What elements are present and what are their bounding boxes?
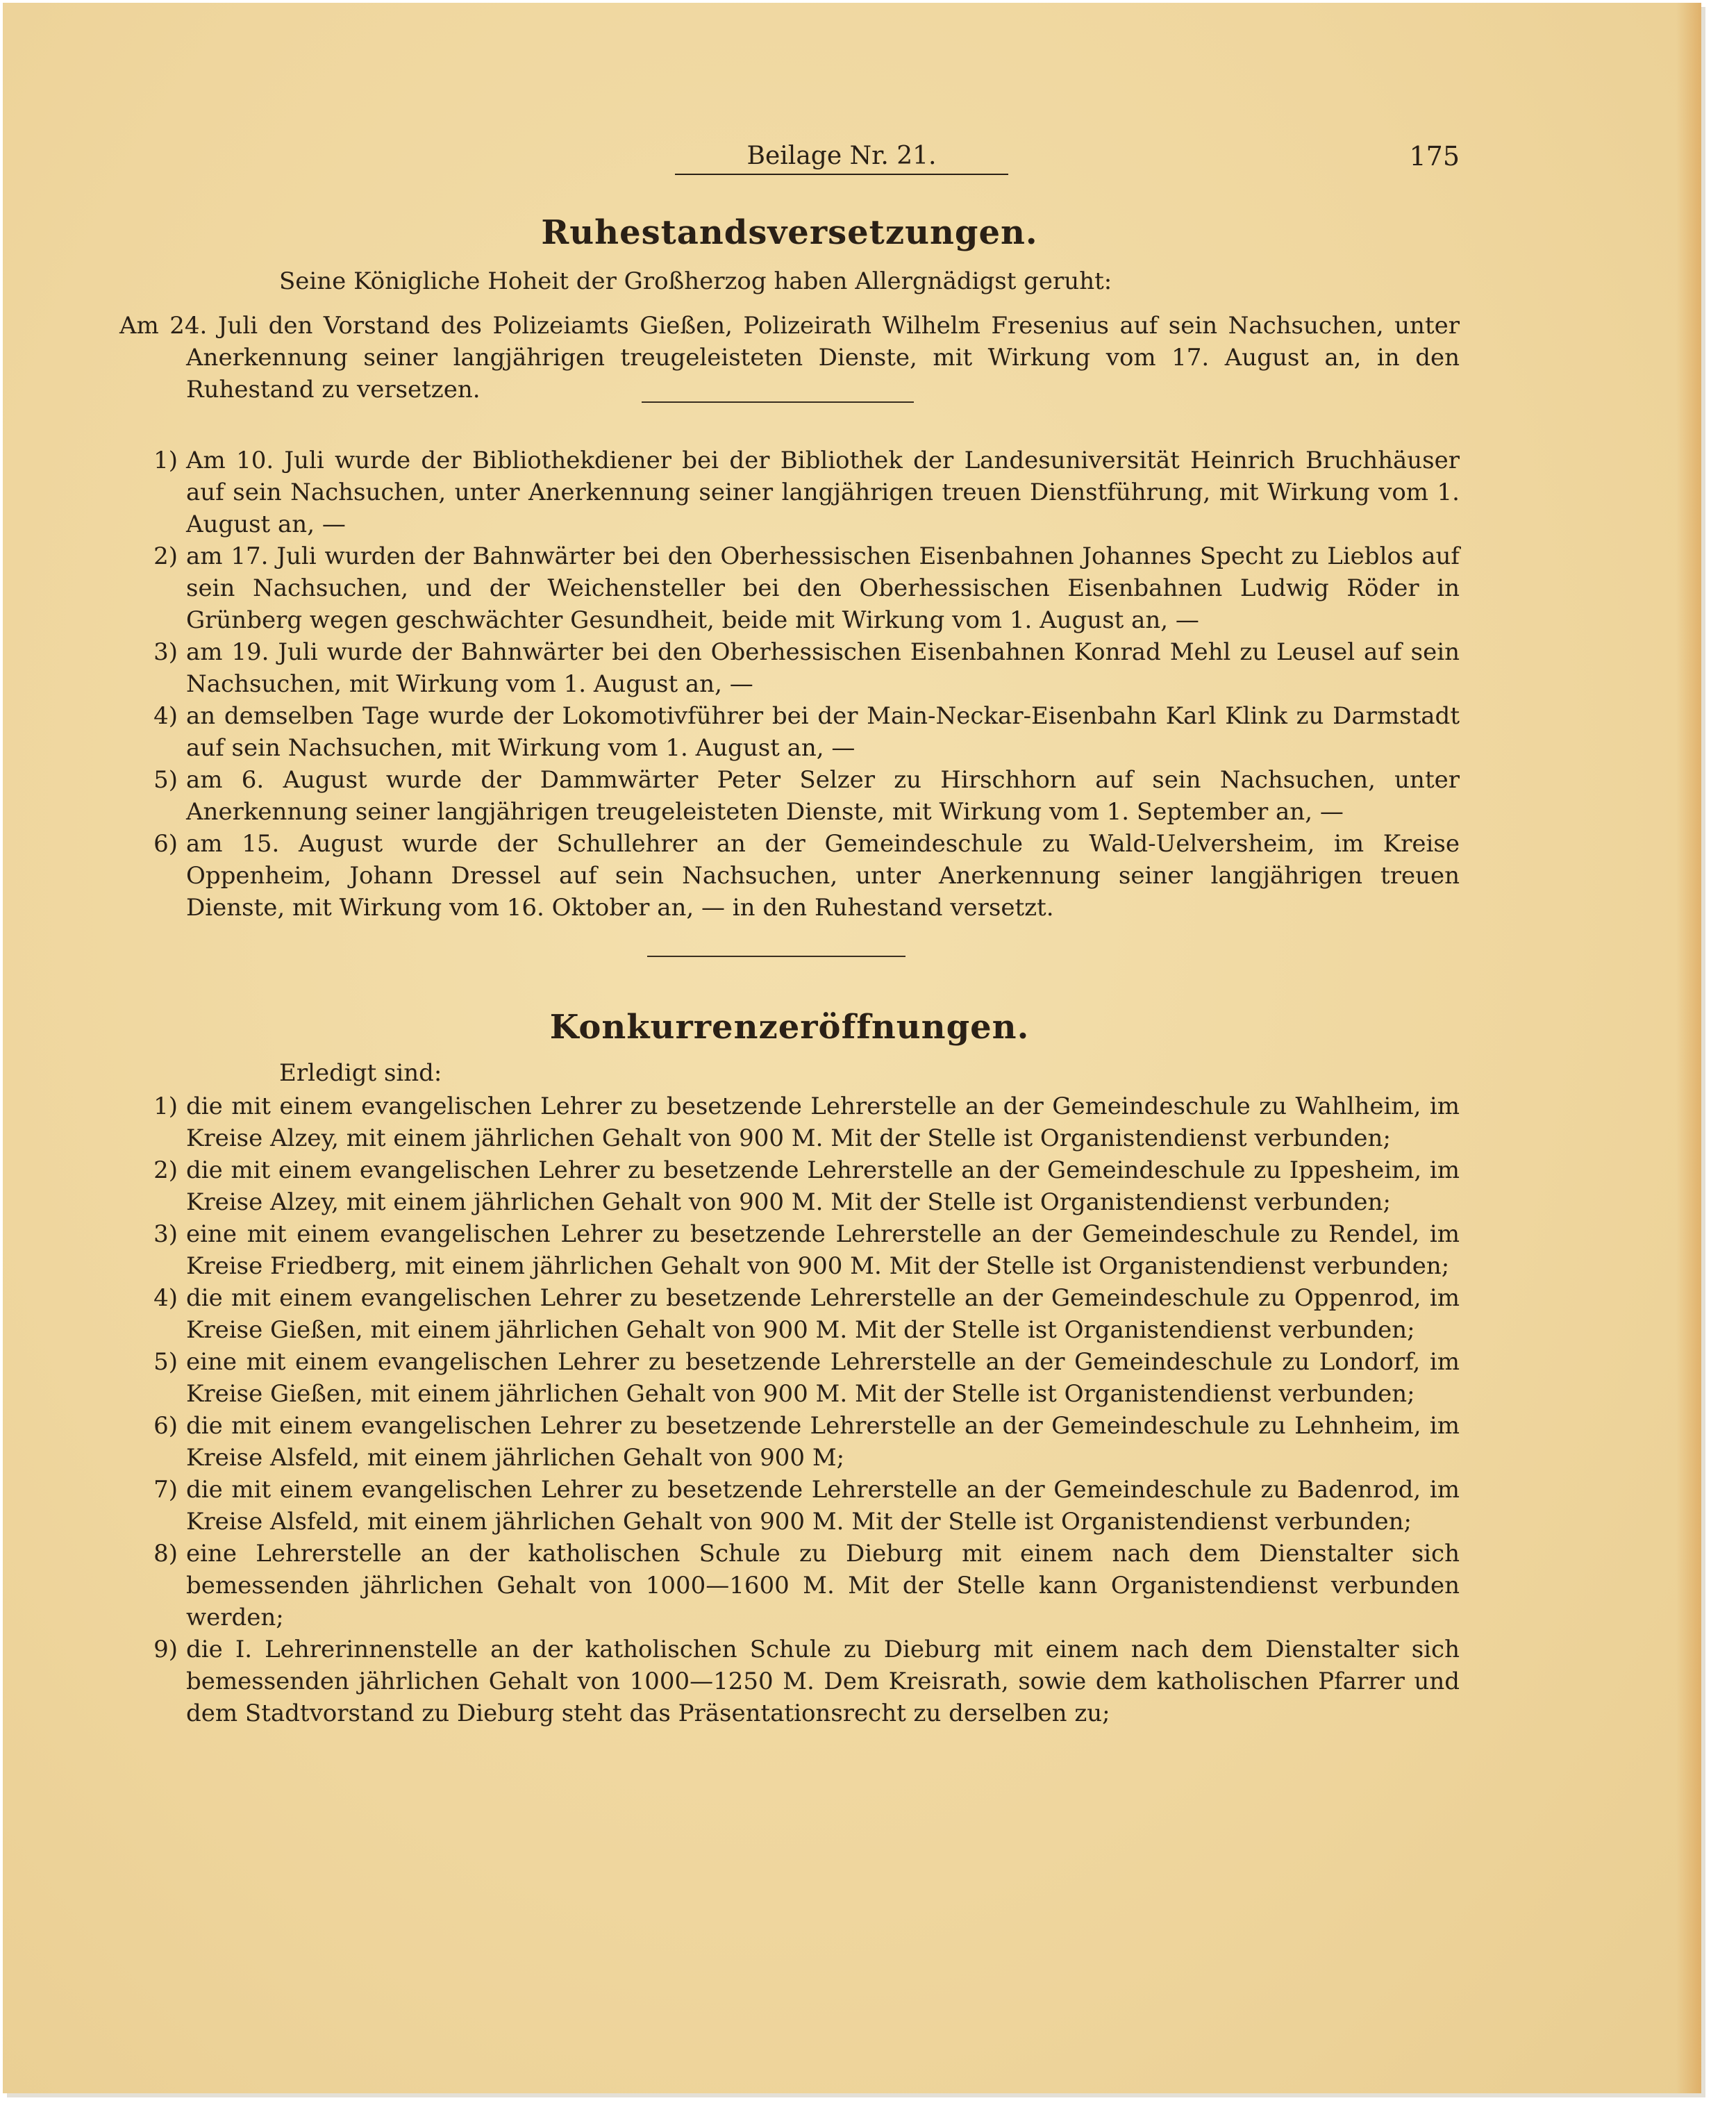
list-item-number: 4)	[153, 1284, 178, 1312]
list-item	[119, 540, 1460, 636]
section-title-retirements: Ruhestandsversetzungen.	[541, 213, 1038, 252]
list-item-number: 6)	[153, 830, 178, 858]
list-item-number: 5)	[153, 1348, 178, 1376]
list-item-number: 8)	[153, 1540, 178, 1568]
vacancies-intro: Erledigt sind:	[279, 1059, 442, 1087]
list-item-number: 5)	[153, 766, 178, 794]
retirements-decree: Am 24. Juli den Vorstand des Polizeiamts Gießen, Polizeirath Wilhelm Fresenius auf sein Nachsuchen, unter Anerkennung seiner langjährigen treugeleisteten Dienste, mit Wirkung vom 17. August an, in den Ruhestand zu versetzen.	[119, 312, 1460, 404]
list-item-number: 6)	[153, 1412, 178, 1440]
list-item	[119, 1346, 1460, 1410]
list-item-text: die mit einem evangelischen Lehrer zu besetzende Lehrerstelle an der Gemeindeschule zu Oppenrod, im Kreise Gießen, mit einem jährlichen Gehalt von 900 M. Mit der Stelle ist Organistendienst verbunden;	[186, 1284, 1460, 1344]
list-item-text: am 19. Juli wurde der Bahnwärter bei den Oberhessischen Eisenbahnen Konrad Mehl zu Leusel auf sein Nachsuchen, mit Wirkung vom 1. August an, —	[186, 638, 1460, 698]
list-item-text: am 15. August wurde der Schullehrer an der Gemeindeschule zu Wald-Uelversheim, im Kreise Oppenheim, Johann Dressel auf sein Nachsuchen, unter Anerkennung seiner langjährigen treuen Dienste, mit Wirkung vom 16. Oktober an, — in den Ruhestand versetzt.	[186, 830, 1460, 922]
vacancies-list	[119, 1090, 1460, 1729]
list-item-text: an demselben Tage wurde der Lokomotivführer bei der Main-Neckar-Eisenbahn Karl Klink zu Darmstadt auf sein Nachsuchen, mit Wirkung vom 1. August an, —	[186, 702, 1460, 762]
list-item-number: 4)	[153, 702, 178, 730]
list-item	[119, 1410, 1460, 1474]
list-item	[119, 1090, 1460, 1154]
list-item-text: die mit einem evangelischen Lehrer zu besetzende Lehrerstelle an der Gemeindeschule zu Lehnheim, im Kreise Alsfeld, mit einem jährlichen Gehalt von 900 M;	[186, 1412, 1460, 1472]
list-item-text: eine mit einem evangelischen Lehrer zu besetzende Lehrerstelle an der Gemeindeschule zu Londorf, im Kreise Gießen, mit einem jährlichen Gehalt von 900 M. Mit der Stelle ist Organistendienst verbunden;	[186, 1348, 1460, 1408]
list-item	[119, 1538, 1460, 1634]
list-item	[119, 444, 1460, 540]
retirements-intro-block	[119, 265, 1460, 297]
vacancies-intro-block	[119, 1057, 1460, 1089]
document-page	[3, 3, 1701, 2093]
list-item	[119, 1154, 1460, 1218]
list-item	[119, 1282, 1460, 1346]
list-item	[119, 1634, 1460, 1729]
list-item-text: Am 10. Juli wurde der Bibliothekdiener bei der Bibliothek der Landesuniversität Heinrich Bruchhäuser auf sein Nachsuchen, unter Anerkennung seiner langjährigen treuen Dienstführung, mit Wirkung vom 1. August an, —	[186, 447, 1460, 538]
list-item	[119, 636, 1460, 700]
list-item-text: die mit einem evangelischen Lehrer zu besetzende Lehrerstelle an der Gemeindeschule zu Wahlheim, im Kreise Alzey, mit einem jährlichen Gehalt von 900 M. Mit der Stelle ist Organistendienst verbunden;	[186, 1092, 1460, 1152]
list-item-number: 2)	[153, 1156, 178, 1184]
retirements-decree-block	[119, 310, 1460, 406]
list-item-number: 1)	[153, 447, 178, 474]
list-item-text: eine mit einem evangelischen Lehrer zu besetzende Lehrerstelle an der Gemeindeschule zu Rendel, im Kreise Friedberg, mit einem jährlichen Gehalt von 900 M. Mit der Stelle ist Organistendienst verbunden;	[186, 1220, 1460, 1280]
section-divider	[647, 956, 905, 957]
list-item-text: die mit einem evangelischen Lehrer zu besetzende Lehrerstelle an der Gemeindeschule zu Badenrod, im Kreise Alsfeld, mit einem jährlichen Gehalt von 900 M. Mit der Stelle ist Organistendienst verbunden;	[186, 1476, 1460, 1536]
list-item	[119, 1474, 1460, 1538]
section-title-vacancies: Konkurrenzeröffnungen.	[549, 1008, 1030, 1047]
list-item-number: 7)	[153, 1476, 178, 1504]
list-item-text: am 17. Juli wurden der Bahnwärter bei den Oberhessischen Eisenbahnen Johannes Specht zu Lieblos auf sein Nachsuchen, und der Weichensteller bei den Oberhessischen Eisenbahnen Ludwig Röder in Grünberg wegen geschwächter Gesundheit, beide mit Wirkung vom 1. August an, —	[186, 542, 1460, 634]
retirements-intro: Seine Königliche Hoheit der Großherzog haben Allergnädigst geruht:	[279, 267, 1112, 295]
section-divider	[642, 401, 914, 403]
supplement-label: Beilage Nr. 21.	[675, 140, 1008, 175]
list-item-number: 3)	[153, 1220, 178, 1248]
page-header	[119, 140, 1460, 175]
list-item	[119, 764, 1460, 828]
list-item-number: 2)	[153, 542, 178, 570]
list-item	[119, 700, 1460, 764]
list-item-text: am 6. August wurde der Dammwärter Peter Selzer zu Hirschhorn auf sein Nachsuchen, unter Anerkennung seiner langjährigen treugeleisteten Dienste, mit Wirkung vom 1. September an, —	[186, 766, 1460, 826]
list-item-number: 1)	[153, 1092, 178, 1120]
page-number: 175	[1409, 141, 1460, 172]
list-item-text: die mit einem evangelischen Lehrer zu besetzende Lehrerstelle an der Gemeindeschule zu Ippesheim, im Kreise Alzey, mit einem jährlichen Gehalt von 900 M. Mit der Stelle ist Organistendienst verbunden;	[186, 1156, 1460, 1216]
list-item	[119, 828, 1460, 924]
list-item-text: die I. Lehrerinnenstelle an der katholischen Schule zu Dieburg mit einem nach dem Dienstalter sich bemessenden jährlichen Gehalt von 1000—1250 M. Dem Kreisrath, sowie dem katholischen Pfarrer und dem Stadtvorstand zu Dieburg steht das Präsentationsrecht zu derselben zu;	[186, 1636, 1460, 1727]
list-item	[119, 1218, 1460, 1282]
page-edge-stain	[1676, 3, 1701, 2093]
retirements-list	[119, 444, 1460, 924]
list-item-text: eine Lehrerstelle an der katholischen Schule zu Dieburg mit einem nach dem Dienstalter sich bemessenden jährlichen Gehalt von 1000—1600 M. Mit der Stelle kann Organistendienst verbunden werden;	[186, 1540, 1460, 1631]
list-item-number: 9)	[153, 1636, 178, 1663]
list-item-number: 3)	[153, 638, 178, 666]
